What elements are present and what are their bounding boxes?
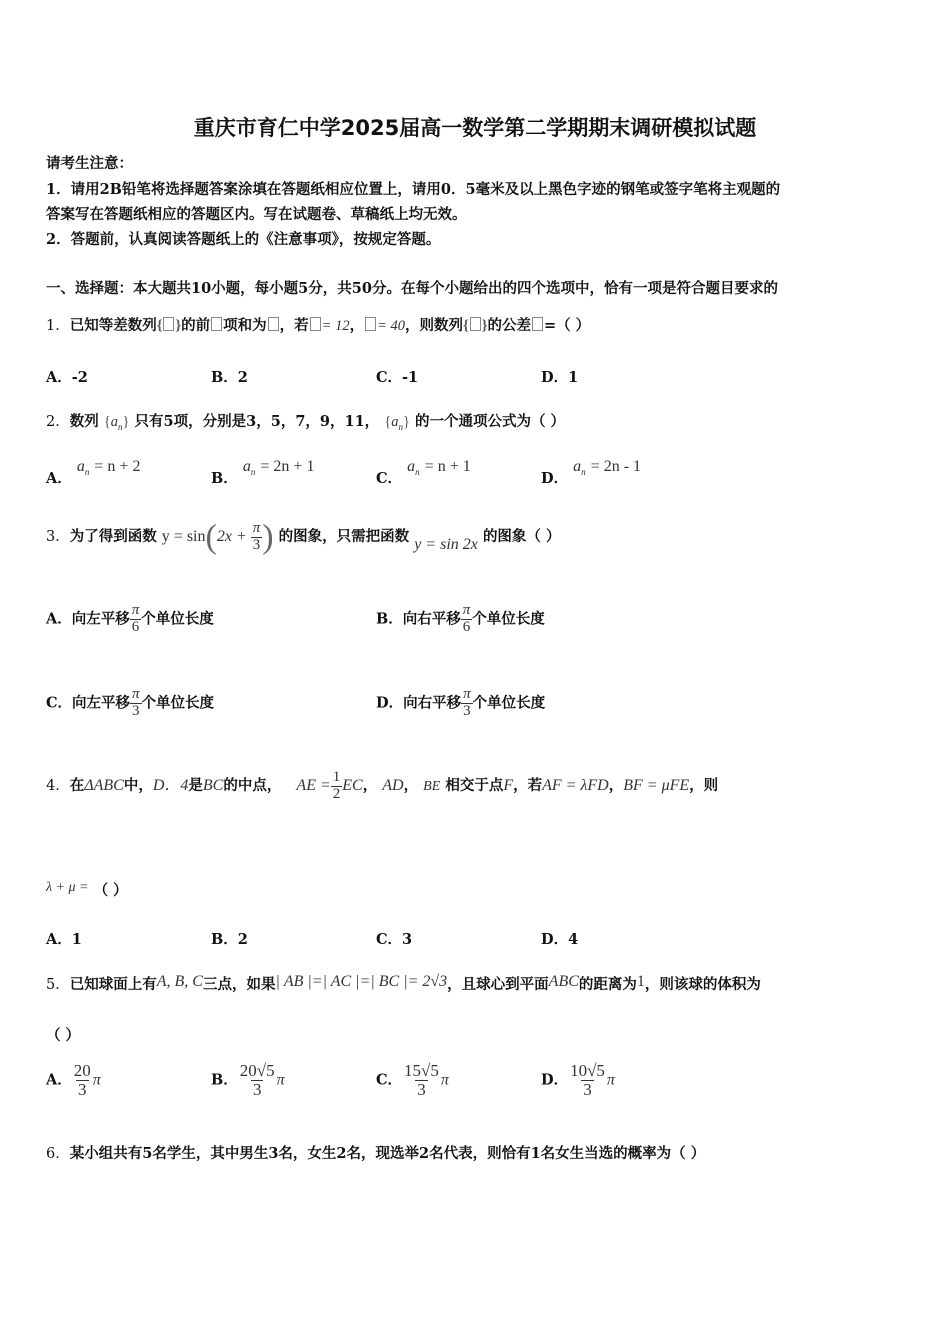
q1-option-d: D．1 [541, 369, 579, 386]
q4-number: 4． [46, 777, 70, 794]
q2-text-1: 数列 [69, 413, 99, 430]
q1-n-placeholder [211, 317, 222, 331]
question-4 [46, 770, 718, 803]
q3-text-1: 为了得到函数 [69, 528, 157, 545]
q4-text-5: ， [362, 776, 378, 794]
q3-option-b: B．向右平移 $\frac{\pi}{6}$ 个单位长度 [376, 602, 545, 635]
q2-option-b: B． $a_n = 2n + 1$ [211, 458, 315, 487]
q6-text: 某小组共有5名学生，其中男生3名，女生2名，现选举2名代表，则恰有1名女生当选的概率为（ ） [69, 1145, 706, 1162]
q4-text-8: ，若 [513, 776, 543, 794]
q2-option-a: A． $a_n = n + 2$ [46, 458, 141, 487]
q1-text-4: ，若 [279, 317, 309, 334]
q4-ae-eq: AE = $\frac{1}{2}$ EC [296, 769, 363, 802]
q2-text-2: 只有5项，分别是3，5，7，9，11， [134, 413, 380, 430]
q1-option-c: C．-1 [376, 369, 419, 386]
q1-text-2: 的前 [181, 317, 211, 334]
q5-option-d: D． $\frac{10√5}{3}$ π [541, 1061, 615, 1099]
notice-line-1a: 1．请用2B铅笔将选择题答案涂填在答题纸相应位置上，请用0．5毫米及以上黑色字迹的钢笔或签字笔将主观题的 [46, 181, 781, 198]
q3-function-2: y = sin 2x [414, 536, 478, 553]
notice-heading: 请考生注意： [46, 155, 133, 172]
q2-text-3: 的一个通项公式为（ ） [414, 413, 566, 430]
q5-text-1: 已知球面上有 [69, 976, 157, 993]
q4-point-f: F [503, 776, 514, 794]
q5-plane: ABC [548, 973, 579, 990]
q1-s8b-value: = 40 [377, 318, 406, 334]
q3-option-a: A．向左平移 $\frac{\pi}{6}$ 个单位长度 [46, 602, 214, 635]
q1-option-b: B．2 [211, 369, 248, 386]
q2-seq: $\{a_n\}$ [103, 414, 130, 432]
q5-paren: （ ） [46, 1027, 81, 1044]
q1-s8-value: = 12 [321, 318, 350, 334]
q5-text-3: ，且球心到平面 [447, 976, 549, 993]
q4-text-3: 是 [188, 776, 203, 794]
q4-lambda-mu: λ + μ = [46, 880, 89, 895]
q2-option-d: D． $a_n = 2n - 1$ [541, 458, 642, 487]
notice-line-2: 2．答题前，认真阅读答题纸上的《注意事项》，按规定答题。 [46, 231, 441, 248]
q4-option-a: A．1 [46, 931, 82, 948]
q1-s8b-placeholder [365, 317, 376, 331]
q5-equation: | AB |=| AC |=| BC |= 2√3 [275, 973, 448, 990]
q4-point-d: D．4 [152, 776, 189, 794]
q4-text-10: ，则 [689, 776, 719, 794]
q5-option-a: A． $\frac{20}{3}$ π [46, 1061, 101, 1099]
q5-distance: 1 [636, 973, 645, 990]
q1-text-6: ，则数列 [405, 317, 464, 334]
q4-line-2 [46, 879, 128, 900]
q5-number: 5． [46, 977, 70, 993]
q1-number: 1． [46, 318, 70, 334]
q4-text-2: 中， [123, 776, 153, 794]
q4-text-1: 在 [69, 776, 85, 794]
q3-number: 3． [46, 529, 70, 545]
q4-text-11: （ ） [93, 882, 128, 899]
q4-option-c: C．3 [376, 931, 413, 948]
q5-text-4: 的距离为 [578, 976, 637, 993]
question-2 [46, 410, 565, 432]
question-1 [46, 314, 590, 335]
q6-number: 6． [46, 1146, 70, 1162]
q5-option-b: B． $\frac{20√5}{3}$ π [211, 1061, 285, 1099]
q5-option-c: C． $\frac{15√5}{3}$ π [376, 1061, 449, 1099]
q1-seq2-placeholder: { } [463, 318, 488, 334]
section-heading: 一、选择题：本大题共10小题，每小题5分，共50分。在每个小题给出的四个选项中，恰有一项是符合题目要求的 [46, 280, 778, 297]
notice-line-1b: 答案写在答题纸相应的答题区内。写在试题卷、草稿纸上均无效。 [46, 206, 467, 223]
q1-d-placeholder [532, 317, 543, 331]
q2-seq-2: $\{a_n\}$ [384, 414, 410, 432]
q4-triangle: ΔABC [84, 776, 124, 794]
q1-text-3: 项和为 [223, 317, 267, 334]
q4-option-b: B．2 [211, 931, 248, 948]
q4-af-eq: AF = λFD [542, 776, 609, 794]
question-6 [46, 1142, 705, 1163]
q5-text-5: ，则该球的体积为 [644, 976, 761, 993]
q2-option-c: C． $a_n = n + 1$ [376, 458, 471, 487]
q4-text-9: ， [608, 776, 624, 794]
page-title: 重庆市育仁中学2025届高一数学第二学期期末调研模拟试题 [193, 116, 757, 140]
q4-option-d: D．4 [541, 931, 579, 948]
q4-bf-eq: BF = μFE [623, 776, 690, 794]
q1-text-1: 已知等差数列 [69, 317, 157, 334]
question-3 [46, 518, 561, 556]
q4-text-4: 的中点， [223, 776, 282, 794]
q1-s-placeholder [268, 317, 279, 331]
q1-text-5: ， [349, 317, 365, 334]
q1-text-7: 的公差 [487, 317, 531, 334]
q1-option-a: A．-2 [46, 369, 88, 386]
q1-seq-placeholder: { } [156, 318, 182, 334]
question-5 [46, 973, 761, 994]
q4-text-7: 相交于点 [445, 776, 504, 794]
q3-function-1: y = sin(2x + $\frac{\pi}{3}$ ) [161, 518, 274, 555]
q2-number: 2． [46, 414, 70, 430]
q3-option-c: C．向左平移 $\frac{\pi}{3}$ 个单位长度 [46, 686, 215, 719]
q3-text-2: 的图象，只需把函数 [278, 528, 410, 545]
q4-segment-bc: BC [202, 776, 224, 794]
q3-text-3: 的图象（ ） [482, 528, 561, 545]
q1-s8-placeholder [310, 317, 321, 331]
q5-text-2: 三点，如果 [202, 976, 276, 993]
q3-option-d: D．向右平移 $\frac{\pi}{3}$ 个单位长度 [376, 686, 546, 719]
q4-text-6: ， [403, 776, 419, 794]
q1-text-8: =（ ） [543, 317, 591, 334]
q5-points: A, B, C [156, 973, 203, 990]
q4-be: BE [423, 778, 441, 794]
q4-ad: AD [382, 776, 404, 794]
